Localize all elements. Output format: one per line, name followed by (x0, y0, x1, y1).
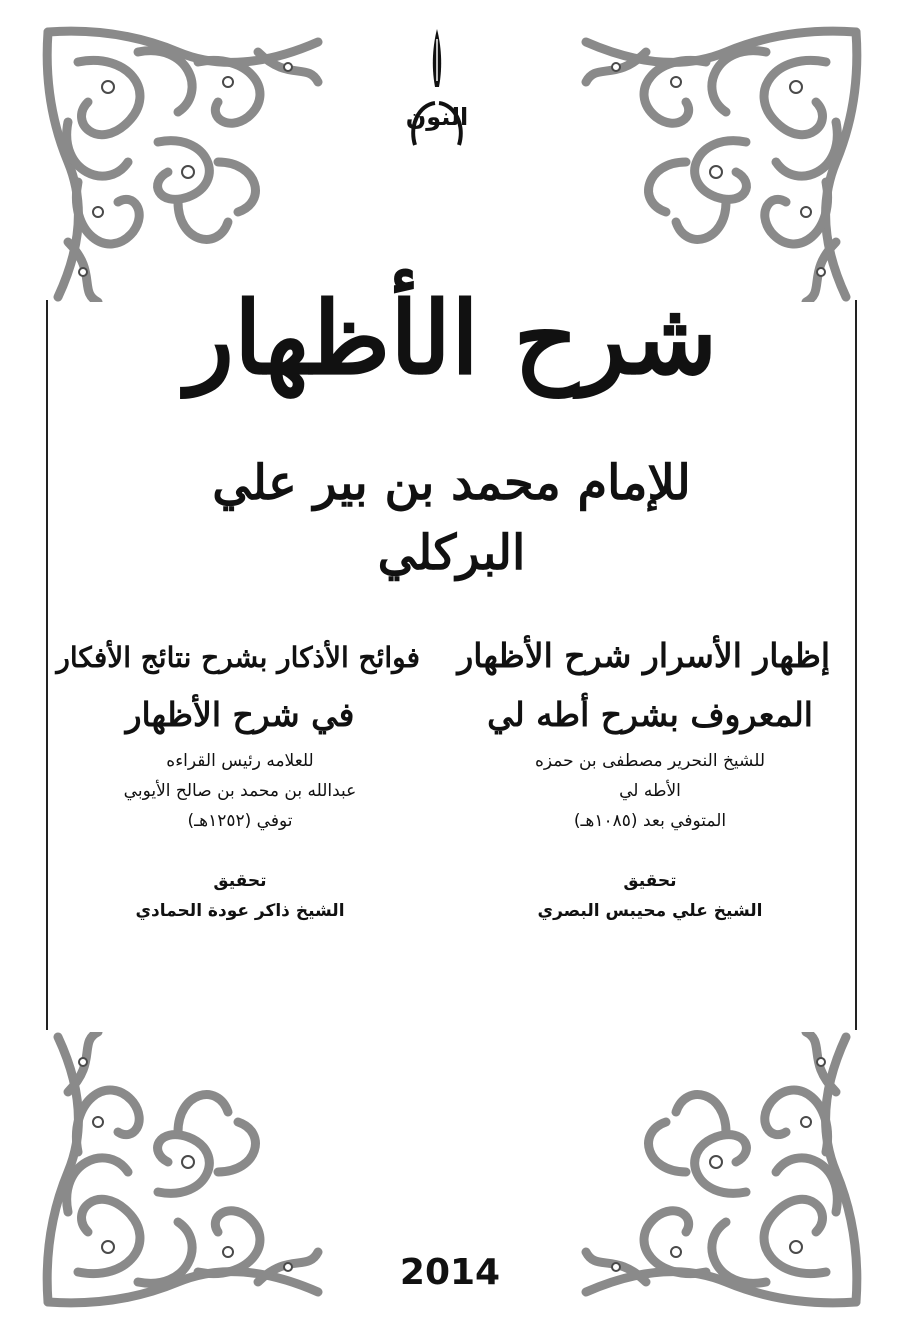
corner-ornament-top-left (38, 22, 328, 302)
right-editor-name: الشيخ علي محيبس البصري (537, 901, 763, 921)
right-work-line: الأطه لي (619, 781, 681, 801)
left-work-subtitle: في شرح الأظهار (125, 695, 355, 734)
right-work-subtitle: المعروف بشرح أطه لي (487, 695, 813, 734)
arabesque-ornament-icon (576, 22, 866, 302)
left-editor-label: تحقيق (213, 871, 267, 891)
pen-nib-icon (405, 25, 469, 155)
corner-ornament-bottom-left (38, 1032, 328, 1312)
publisher-logo-text: النون (405, 103, 469, 131)
left-work-line: عبدالله بن محمد بن صالح الأيوبي (123, 781, 357, 801)
publisher-logo (405, 25, 469, 155)
right-border-rule (855, 300, 857, 1030)
left-work-line: للعلامه رئيس القراءه (166, 751, 314, 771)
book-author: للإمام محمد بن بير علي البركلي (212, 455, 691, 581)
left-work-block (56, 632, 420, 926)
right-work-line: المتوفي بعد (١٠٨٥هـ) (573, 811, 727, 831)
right-work-title: إظهار الأسرار شرح الأظهار (457, 636, 830, 675)
right-work-block (457, 628, 830, 926)
publication-year: 2014 (399, 1252, 501, 1293)
left-work-title: فوائح الأذكار بشرح نتائج الأفكار (56, 641, 420, 674)
left-editor-name: الشيخ ذاكر عودة الحمادي (135, 901, 345, 921)
book-title: شرح الأظهار (185, 279, 718, 397)
corner-ornament-bottom-right (576, 1032, 866, 1312)
left-work-line: توفي (١٢٥٢هـ) (187, 811, 293, 831)
right-work-line: للشيخ النحرير مصطفى بن حمزه (534, 751, 766, 771)
arabesque-ornament-icon (38, 22, 328, 302)
right-editor-label: تحقيق (623, 871, 677, 891)
corner-ornament-top-right (576, 22, 866, 302)
arabesque-ornament-icon (38, 1032, 328, 1312)
left-border-rule (46, 300, 48, 1030)
arabesque-ornament-icon (576, 1032, 866, 1312)
